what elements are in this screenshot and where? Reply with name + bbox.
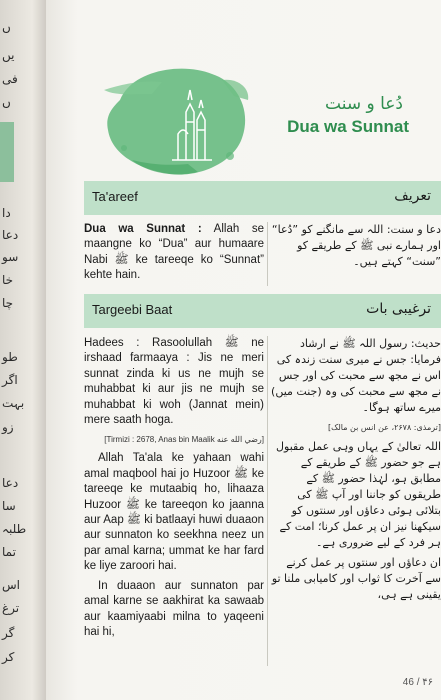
adjacent-page-fragment: دا bbox=[2, 206, 11, 220]
hadees-citation: [Tirmizi : 2678, Anas bin Maalik رضي الله عنه] bbox=[104, 435, 264, 445]
adjacent-page-fragment: فی bbox=[2, 72, 18, 86]
section-heading-ur: تعریف bbox=[394, 188, 431, 204]
adjacent-page-fragment: دعا bbox=[2, 228, 19, 242]
definition-text: Allah se maangne ko “Dua” aur humaare Nabi ﷺ ke tareeqe ko “Sunnat” kehte hain. bbox=[84, 223, 265, 282]
targeebi-english bbox=[84, 336, 264, 644]
targeebi-urdu bbox=[271, 336, 441, 607]
adjacent-page-fragment: یں bbox=[2, 48, 15, 62]
book-page bbox=[46, 0, 441, 700]
definition-label: Dua wa Sunnat : bbox=[84, 223, 202, 235]
adjacent-page-fragment: تما bbox=[2, 545, 16, 559]
section-heading-taareef bbox=[84, 181, 441, 215]
adjacent-page-fragment: زو bbox=[2, 420, 14, 434]
adjacent-page-fragment: چا bbox=[2, 296, 14, 310]
section-heading-en: Targeebi Baat bbox=[92, 302, 173, 317]
section-heading-en: Ta'areef bbox=[92, 189, 138, 204]
hadees-text: Hadees : Rasoolullah ﷺ ne irshaad farmaaya : Jis ne meri sunnat zinda ki us ne mujh se muhabbat ki aur jis ne mujh se muhabbat ki woh (Jannat mein) mere saath hoga. bbox=[84, 337, 264, 427]
adjacent-page-fragment: بہت bbox=[2, 396, 25, 410]
definition-urdu bbox=[271, 222, 441, 274]
page-number: 46 / ۴۶ bbox=[402, 677, 433, 688]
page-title-urdu: دُعا و سنت bbox=[325, 94, 403, 114]
adjacent-page-tab bbox=[0, 122, 14, 182]
adjacent-page-fragment: کر bbox=[2, 650, 15, 664]
definition-text-urdu: دعا و سنت: اللہ سے مانگنے کو ”دُعا“ اور ہمارے نبی ﷺ کے طریقے کو ”سنت“ کہتے ہیں۔ bbox=[271, 223, 441, 268]
adjacent-page-fragment: خا bbox=[2, 273, 14, 287]
adjacent-page-fragment: اگر bbox=[2, 373, 18, 387]
column-divider bbox=[267, 222, 268, 286]
adjacent-page-fragment: ں bbox=[2, 95, 11, 109]
hadees-citation-urdu: [ترمذی: ۲۶۷۸، عن انس بن مالک] bbox=[328, 423, 441, 432]
adjacent-page-fragment: سا bbox=[2, 499, 16, 513]
paragraph-text: Allah Ta'ala ke yahaan wahi amal maqbool hai jo Huzoor ﷺ ke tareeqe ke mutaabiq ho, lihaaza Huzoor ﷺ ke tareeqon ko jaanna aur Aap ﷺ ki batlaayi huwi duaaon aur sunnaton ko seekhna neez un par amal karna; ummat ke har fard ke liye zaroori hai. bbox=[84, 452, 265, 573]
adjacent-page-fragment: سو bbox=[2, 250, 19, 264]
adjacent-page-fragment: طو bbox=[2, 350, 18, 364]
adjacent-page-fragment: طلبہ bbox=[2, 522, 27, 536]
paragraph-text: In duaaon aur sunnaton par amal karne se aakhirat ka sawaab aur kaamiyaabi milna to yaqeeni hai hi, bbox=[84, 579, 264, 638]
adjacent-page-fragment: ں bbox=[2, 20, 11, 34]
adjacent-page-fragment: ترغ bbox=[2, 601, 20, 615]
paragraph-text-urdu: اللہ تعالیٰ کے یہاں وہی عمل مقبول ہے جو حضور ﷺ کے طریقے کے مطابق ہو، لہٰذا حضور ﷺ کے طریقوں کو جاننا اور آپ ﷺ کی بتلائی ہوئی دعاؤں اور سنتوں کو سیکھنا نیز ان پر عمل کرنا؛ امت کے ہر فرد کے لیے ضروری ہے۔ bbox=[276, 440, 441, 549]
column-divider bbox=[267, 336, 268, 666]
section-heading-targeebi-baat bbox=[84, 294, 441, 328]
hadees-text-urdu: حدیث: رسول اللہ ﷺ نے ارشاد فرمایا: جس نے میری سنت زندہ کی اس نے مجھ سے محبت کی اور جس نے مجھ سے محبت کی وہ (جنت میں) میرے ساتھ ہوگا۔ bbox=[271, 337, 441, 414]
adjacent-page-fragment: دعا bbox=[2, 476, 19, 490]
adjacent-page-edge bbox=[0, 0, 46, 700]
adjacent-page-fragment: گر bbox=[2, 626, 15, 640]
page-title: Dua wa Sunnat bbox=[287, 117, 409, 136]
section-heading-ur: ترغیبی بات bbox=[366, 301, 431, 317]
definition-english bbox=[84, 222, 264, 288]
mosque-minaret-illustration bbox=[102, 60, 252, 180]
adjacent-page-fragment: اس bbox=[2, 578, 20, 592]
paragraph-text-urdu: ان دعاؤں اور سنتوں پر عمل کرنے سے آخرت کا ثواب اور کامیابی ملنا تو یقینی ہے ہی، bbox=[271, 556, 441, 601]
